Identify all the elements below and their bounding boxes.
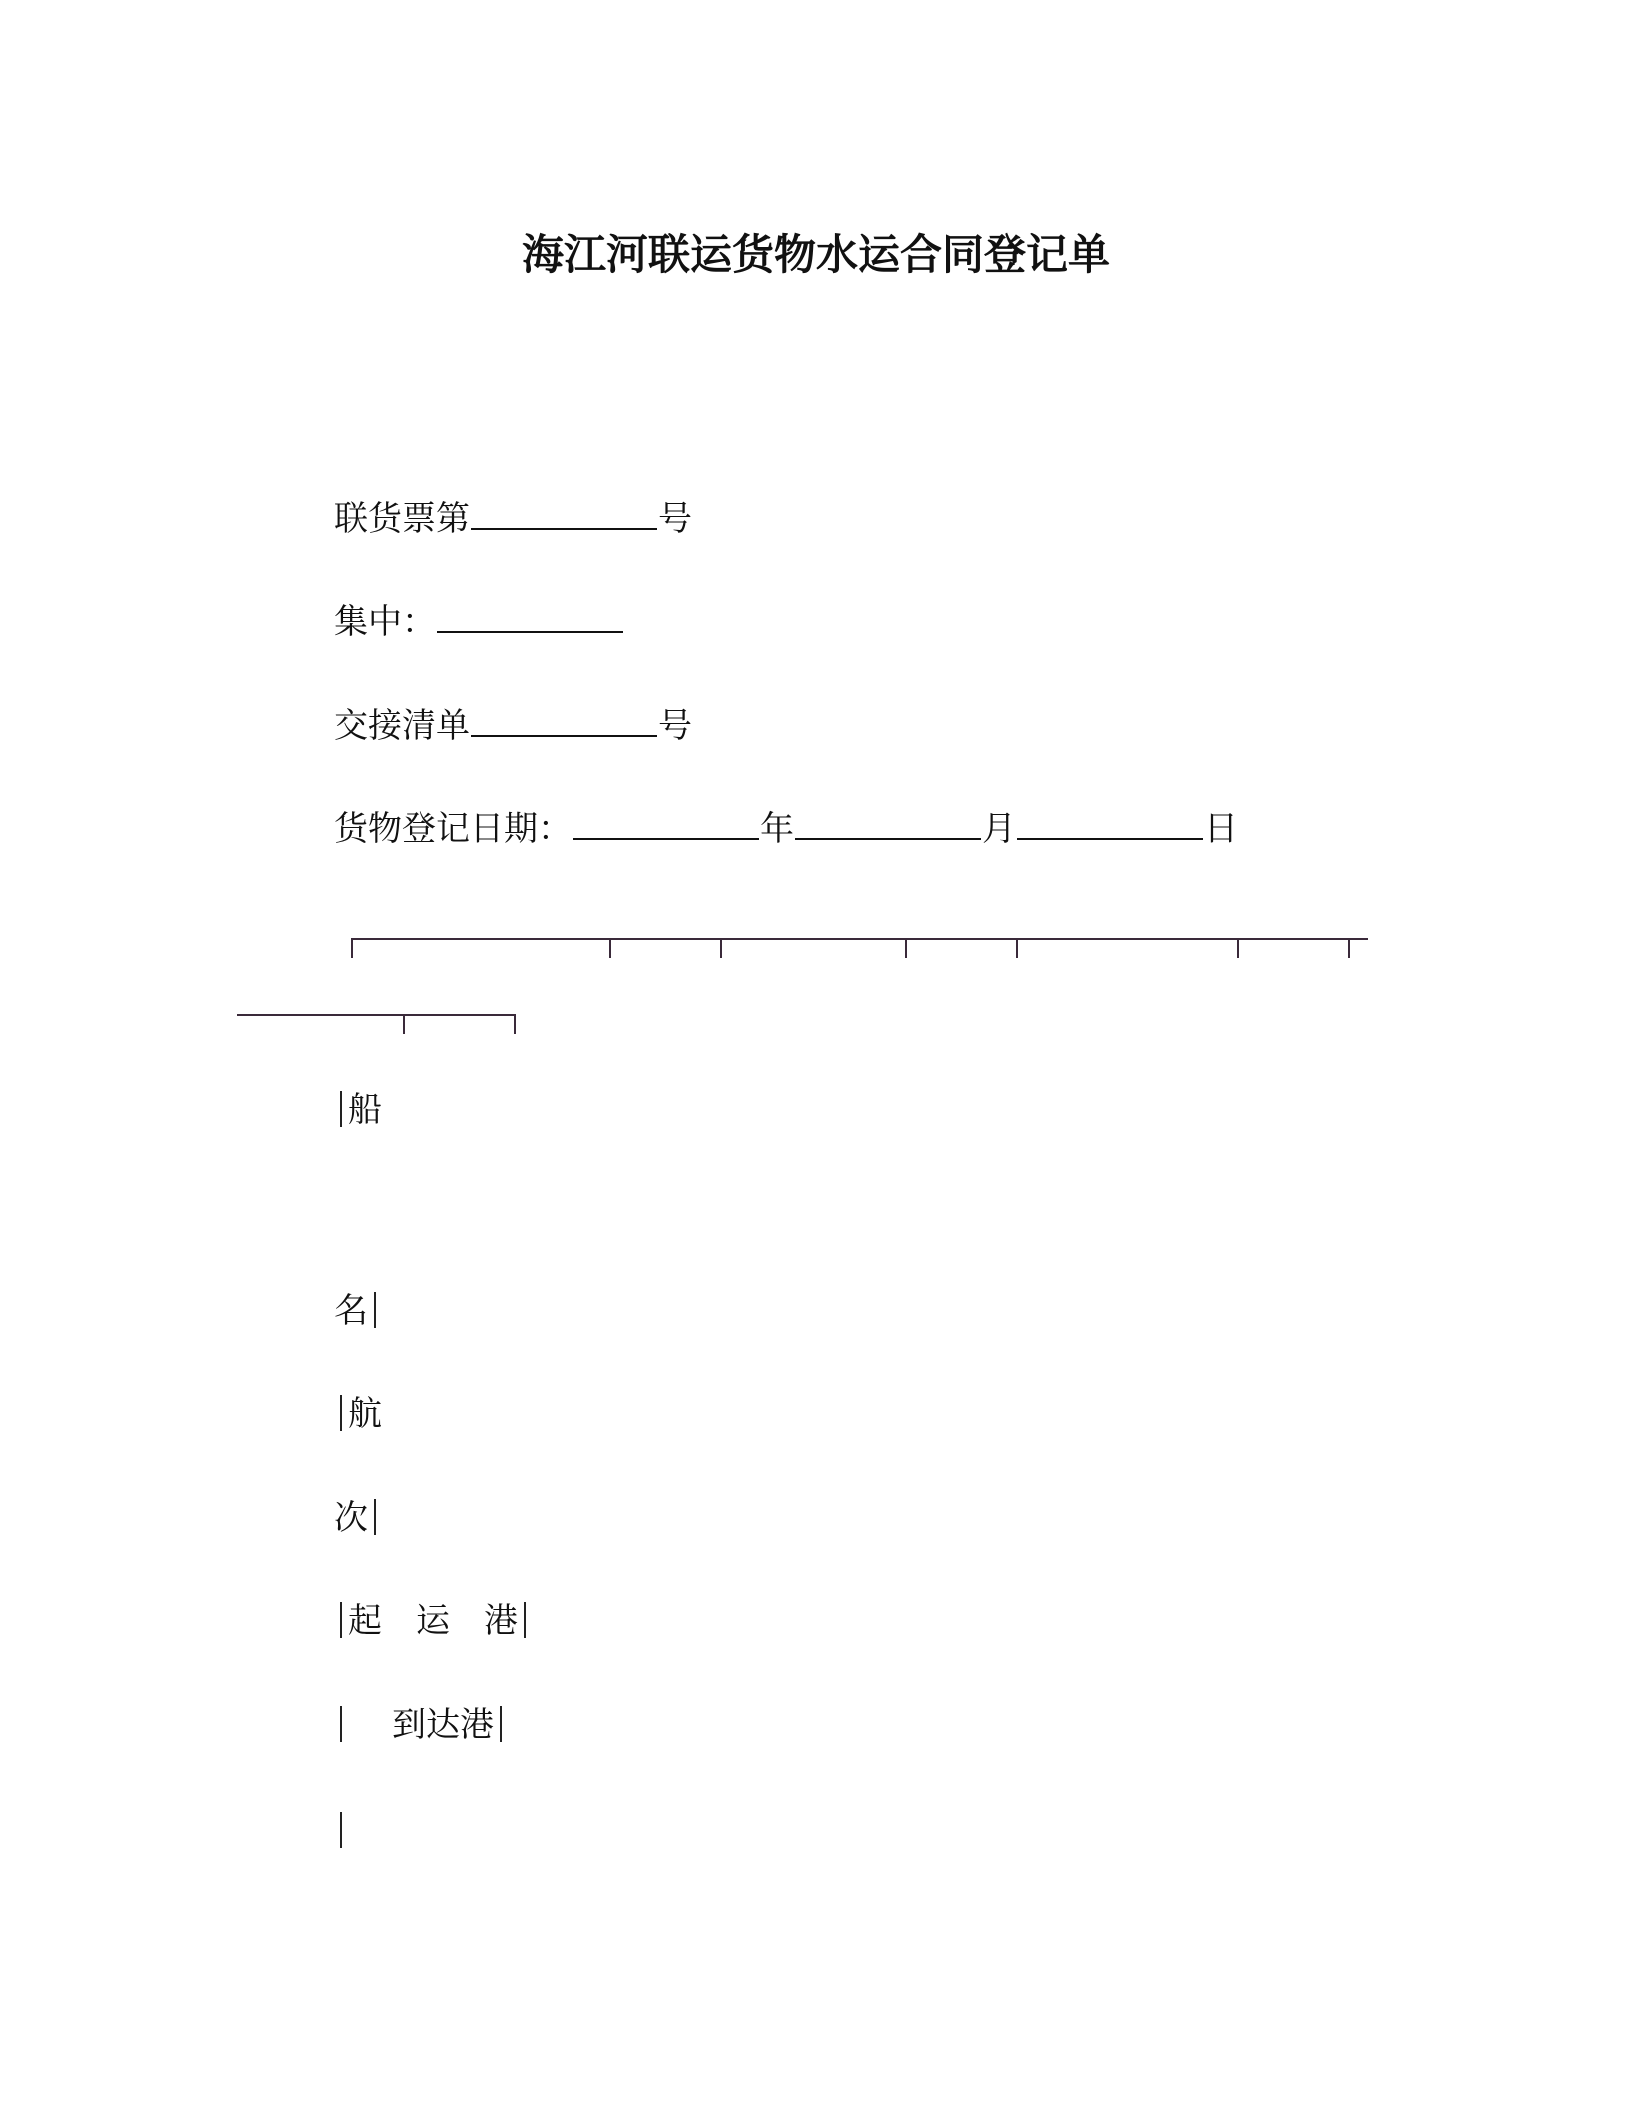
concentrate-label: 集中： [334,602,436,642]
table-column-tick [905,938,907,958]
name-label: 名 [334,1291,368,1331]
table-cell-border [340,1395,342,1431]
table-cell-border [340,1091,342,1127]
concentrate-blank [437,601,623,633]
date-label: 货物登记日期： [334,809,572,849]
voyage-cell-start [334,1394,382,1434]
table-column-tick [351,938,353,958]
year-label: 年 [760,809,794,849]
table-top-border [0,938,1632,960]
ship-name-cell-start [334,1090,382,1130]
ticket-prefix: 联货票第 [334,499,470,539]
table-cell-border [340,1602,342,1638]
year-blank [573,808,759,840]
voyage-label: 航 [348,1394,382,1434]
arrival-port-label: 到达港 [392,1705,494,1745]
day-blank [1017,808,1203,840]
empty-cell-border [334,1811,348,1851]
table-cell-border [374,1292,376,1328]
registration-date-line [334,808,1238,849]
table-top-rule [351,938,1368,940]
table-cell-border [500,1706,502,1742]
times-label: 次 [334,1498,368,1538]
month-label: 月 [982,809,1016,849]
ticket-suffix: 号 [658,499,692,539]
handover-prefix: 交接清单 [334,706,470,746]
table-top-border-continued [0,1014,1632,1036]
table-column-tick [514,1014,516,1034]
ship-name-cell-end [334,1291,382,1331]
voyage-cell-end [334,1498,382,1538]
day-label: 日 [1204,809,1238,849]
table-column-tick [1237,938,1239,958]
departure-port-cell [334,1601,532,1641]
table-cell-border [340,1706,342,1742]
table-column-tick [1016,938,1018,958]
handover-blank [471,705,657,737]
table-column-tick [1348,938,1350,958]
table-cell-border [340,1812,342,1848]
ship-label: 船 [348,1090,382,1130]
table-column-tick [720,938,722,958]
table-column-tick [403,1014,405,1034]
handover-line [334,705,692,746]
month-blank [795,808,981,840]
departure-port-label: 起 运 港 [348,1601,518,1641]
table-top-rule-continued [237,1014,516,1016]
handover-suffix: 号 [658,706,692,746]
ticket-number-line [334,498,692,539]
table-cell-border [374,1499,376,1535]
document-title: 海江河联运货物水运合同登记单 [521,230,1110,279]
table-column-tick [609,938,611,958]
ticket-number-blank [471,498,657,530]
concentrate-line [334,601,624,642]
table-cell-border [524,1602,526,1638]
arrival-port-cell [334,1705,508,1745]
